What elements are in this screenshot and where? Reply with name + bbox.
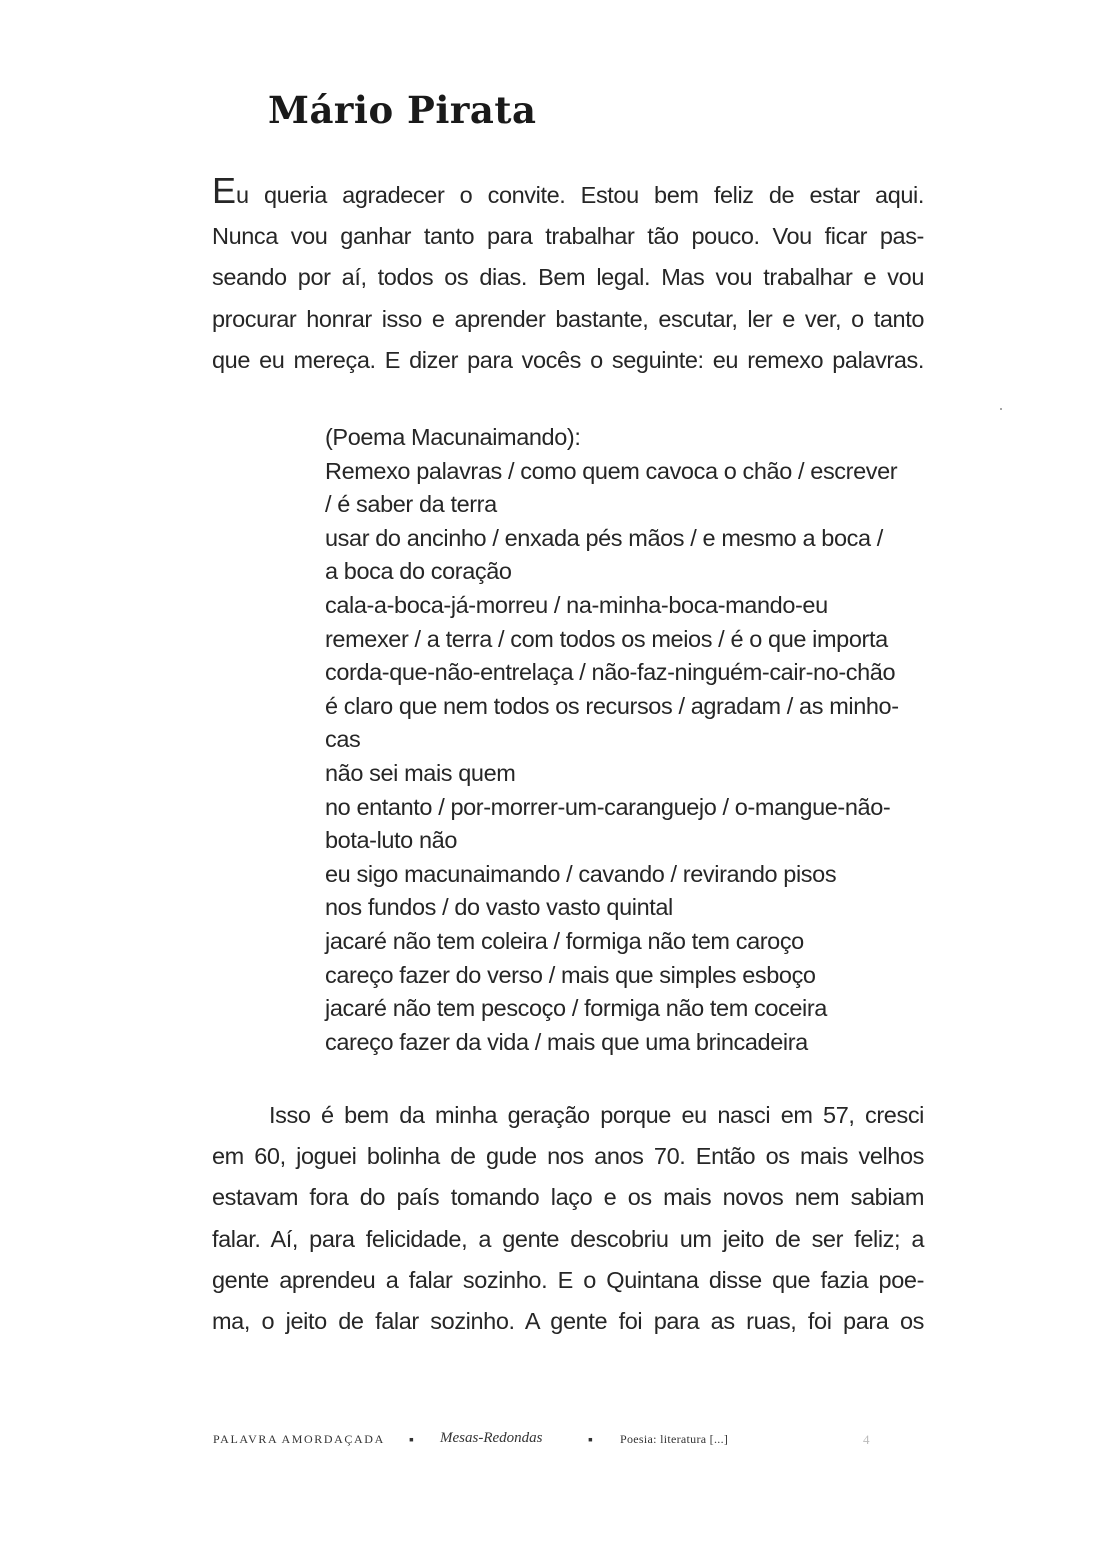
footer-section: Mesas-Redondas (440, 1430, 543, 1446)
intro-line: que eu mereça. E dizer para vocês o seguinte: eu remexo palavras. (212, 346, 924, 373)
poem-line: cas (325, 726, 361, 753)
closing-line: Isso é bem da minha geração porque eu nasci em 57, cresci (269, 1102, 924, 1128)
intro-line: Nunca vou ganhar tanto para trabalhar tão pouco. Vou ficar pas- (212, 223, 924, 250)
poem-line: jacaré não tem pescoço / formiga não tem coceira (325, 995, 827, 1022)
poem-line: (Poema Macunaimando): (325, 424, 581, 450)
footer-separator: ▪ (588, 1431, 593, 1447)
closing-line: gente aprendeu a falar sozinho. E o Quintana disse que fazia poe- (212, 1266, 924, 1293)
poem-line: eu sigo macunaimando / cavando / revirando pisos (325, 860, 837, 887)
closing-line: ma, o jeito de falar sozinho. A gente foi para as ruas, foi para os (212, 1308, 924, 1335)
footer-topic: Poesia: literatura [...] (620, 1432, 729, 1446)
intro-line: procurar honrar isso e aprender bastante, escutar, ler e ver, o tanto (212, 305, 924, 332)
closing-line: falar. Aí, para felicidade, a gente descobriu um jeito de ser feliz; a (212, 1225, 924, 1252)
poem-line: bota-luto não (325, 827, 457, 854)
poem-line: não sei mais quem (325, 759, 516, 786)
poem-line: / é saber da terra (325, 491, 497, 518)
closing-line: em 60, joguei bolinha de gude nos anos 70. Então os mais velhos (212, 1143, 924, 1170)
poem-line: remexer / a terra / com todos os meios / é o que importa (325, 625, 888, 652)
poem-line: careço fazer do verso / mais que simples esboço (325, 961, 816, 988)
intro-paragraph (212, 170, 924, 381)
closing-paragraph (212, 1095, 924, 1342)
poem-line: corda-que-não-entrelaça / não-faz-ninguém-cair-no-chão (325, 659, 896, 686)
poem-line: no entanto / por-morrer-um-caranguejo / o-mangue-não- (325, 793, 891, 820)
footer-separator: ▪ (409, 1431, 414, 1447)
intro-line: Eu queria agradecer o convite. Estou bem feliz de estar aqui. (212, 170, 924, 211)
poem-line: é claro que nem todos os recursos / agradam / as minho- (325, 692, 899, 719)
poem-line: a boca do coração (325, 558, 512, 585)
poem-line: jacaré não tem coleira / formiga não tem caroço (325, 927, 804, 954)
page-title: Mário Pirata (268, 88, 537, 132)
poem-line: usar do ancinho / enxada pés mãos / e mesmo a boca / (325, 524, 883, 551)
poem-block (325, 421, 925, 1059)
footer-series: PALAVRA AMORDAÇADA (213, 1432, 385, 1446)
drop-cap: E (212, 170, 237, 211)
scan-speck (1000, 408, 1002, 410)
page-number: 4 (863, 1432, 870, 1447)
intro-line: seando por aí, todos os dias. Bem legal. Mas vou trabalhar e vou (212, 264, 924, 291)
poem-line: cala-a-boca-já-morreu / na-minha-boca-mando-eu (325, 591, 828, 618)
closing-line: estavam fora do país tomando laço e os mais novos nem sabiam (212, 1184, 924, 1211)
poem-line: Remexo palavras / como quem cavoca o chão / escrever (325, 457, 898, 484)
poem-line: careço fazer da vida / mais que uma brincadeira (325, 1028, 808, 1055)
poem-line: nos fundos / do vasto vasto quintal (325, 894, 673, 921)
